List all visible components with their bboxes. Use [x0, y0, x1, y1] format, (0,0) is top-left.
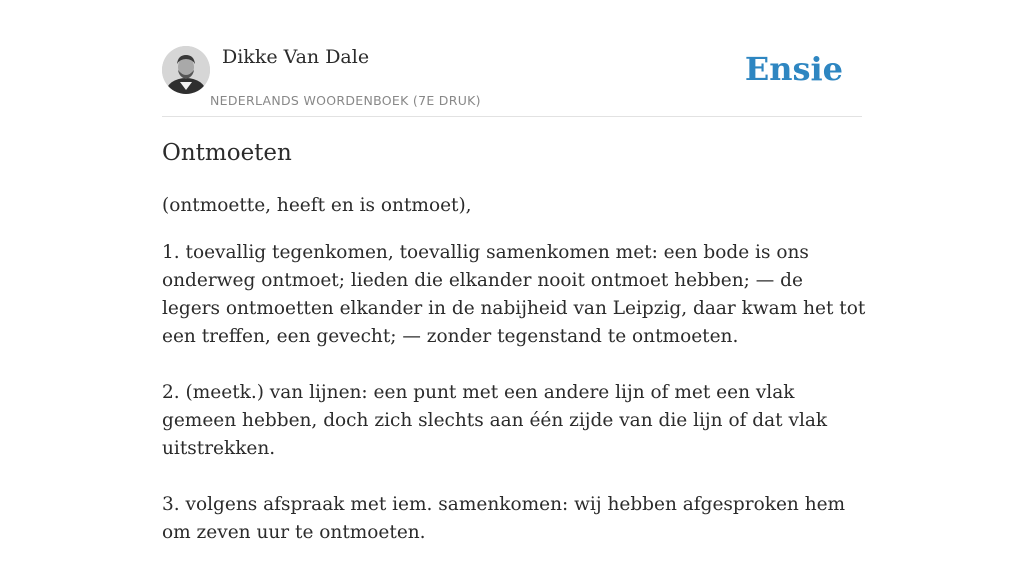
definition-2: 2. (meetk.) van lijnen: een punt met een andere lijn of met een vlak gemeen hebben, doch zich slechts aan één zijde van die lijn of dat vlak uitstrekken.	[162, 382, 828, 459]
definition-3: 3. volgens afspraak met iem. samenkomen: wij hebben afgesproken hem om zeven uur te ontmoeten.	[162, 494, 846, 543]
entry-body	[162, 192, 866, 575]
source-subtitle[interactable]: NEDERLANDS WOORDENBOEK (7E DRUK)	[210, 93, 481, 108]
author-name[interactable]: Dikke Van Dale	[222, 46, 370, 68]
entry-header	[162, 46, 862, 117]
portrait-photo-icon	[162, 46, 210, 94]
entry-title: Ontmoeten	[162, 140, 292, 166]
brand-logo-link[interactable]: Ensie	[744, 50, 843, 88]
entry-intro: (ontmoette, heeft en is ontmoet),	[162, 195, 472, 216]
definition-1: 1. toevallig tegenkomen, toevallig samenkomen met: een bode is ons onderweg ontmoet; lieden die elkander nooit ontmoet hebben; — de legers ontmoetten elkander in de nabijheid van Leipzig, daar kwam het tot een treffen, een gevecht; — zonder tegenstand te ontmoeten.	[162, 242, 866, 347]
